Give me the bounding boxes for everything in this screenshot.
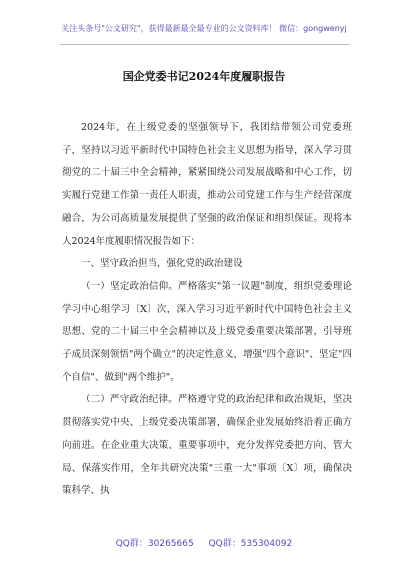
section-heading-1: 一、坚守政治担当，强化党的政治建设 xyxy=(81,258,243,270)
document-title: 国企党委书记2024年度履职报告 xyxy=(122,70,286,83)
footer-contact xyxy=(0,538,408,550)
header-banner: 关注头条号"公文研究"，获得最新最全最专业的公文资料库！ 微信：gongwenyj xyxy=(61,24,347,33)
footer-qq-group-1: QQ群：30265665 xyxy=(115,539,194,549)
body-paragraph-political-discipline: （二）严守政治纪律。严格遵守党的政治纪律和政治规矩，坚决贯彻落实党中央、上级党委决策部署，确保企业发展始终沿着正确方向前进。在企业重大决策、重要事项中，充分发挥党委把方向、管大局、保落实作用，全年共研究决策"三重一大"事项〔X〕项，确保决策科学、执 xyxy=(62,394,352,497)
footer-qq-group-2: QQ群：535304092 xyxy=(208,539,293,549)
document-body xyxy=(62,117,352,503)
body-paragraph-intro: 2024年，在上级党委的坚强领导下，我团结带领公司党委班子，坚持以习近平新时代中国特色社会主义思想为指导，深入学习贯彻党的二十届三中全会精神，紧紧围绕公司发展战略和中心工作，切实履行党建工作第一责任人职责，推动公司党建工作与生产经营深度融合，为公司高质量发展提供了坚强的政治保证和组织保证。现将本人2024年度履职情况报告如下： xyxy=(62,122,352,247)
header-divider xyxy=(60,44,350,45)
body-paragraph-political-belief: （一）坚定政治信仰。严格落实"第一议题"制度，组织党委理论学习中心组学习〔X〕次，深入学习习近平新时代中国特色社会主义思想、党的二十届三中全会精神以及上级党委重要决策部署，引导班子成员深刻领悟"两个确立"的决定性意义，增强"四个意识"、坚定"四个自信"、做到"两个维护"。 xyxy=(62,280,352,383)
